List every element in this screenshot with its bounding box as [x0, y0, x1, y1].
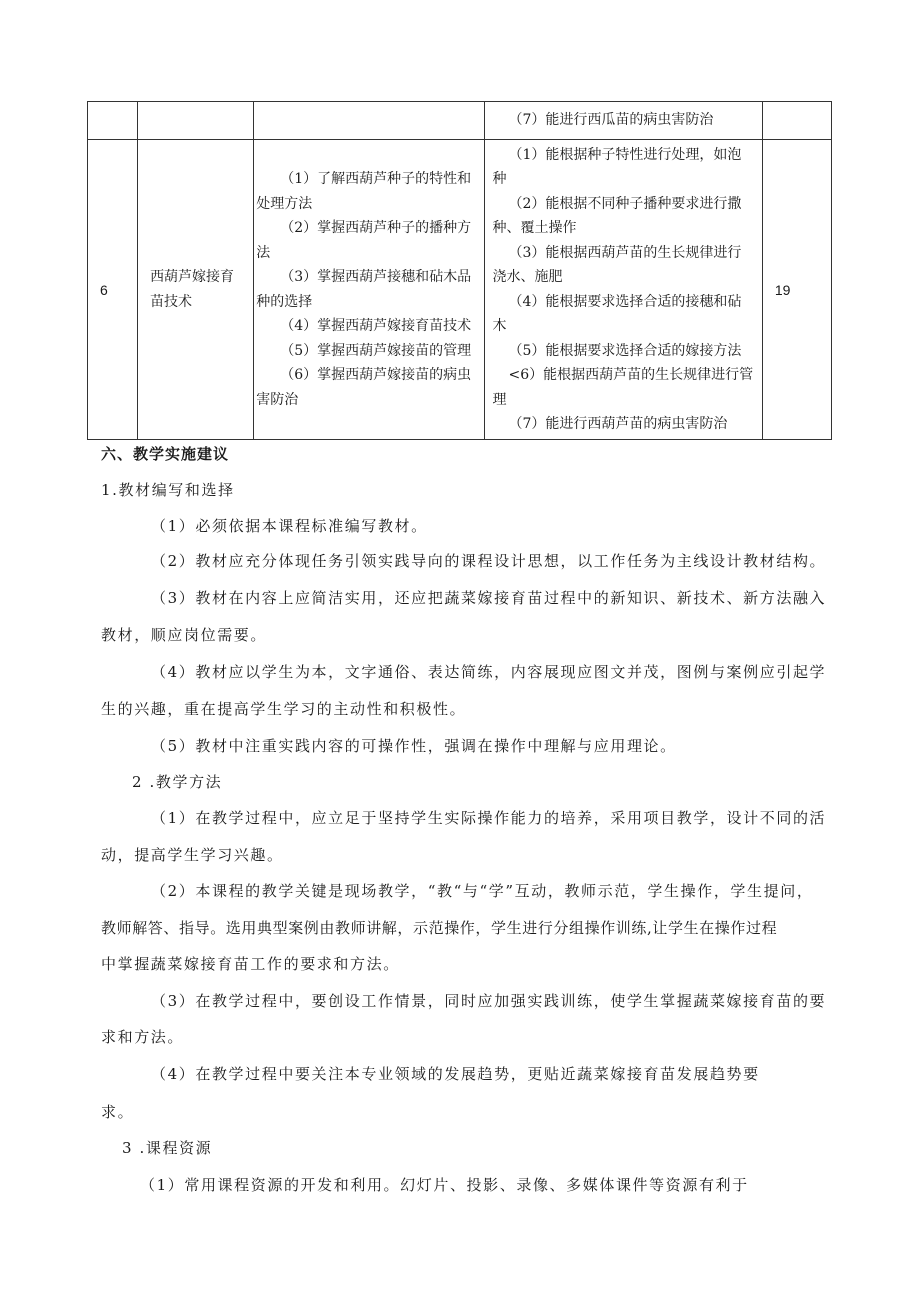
paragraph-continued: 教师解答、指导。选用典型案例由教师讲解，示范操作，学生进行分组操作训练,让学生在操作过程 [101, 919, 778, 937]
knowledge-line: （5）掌握西葫芦嫁接苗的管理 [280, 342, 472, 359]
skill-line: （7）能进行西葫芦苗的病虫害防治 [508, 416, 728, 432]
table-cell [762, 102, 831, 140]
paragraph: （1）必须依据本课程标准编写教材。 [151, 517, 428, 535]
subsection-title: 1.教材编写和选择 [101, 481, 235, 499]
paragraph-continued: 教材，顺应岗位需要。 [101, 626, 268, 644]
paragraph: （4）在教学过程中要关注本专业领域的发展趋势，更贴近蔬菜嫁接育苗发展趋势要 [151, 1065, 760, 1083]
subsection-title: 2 .教学方法 [132, 773, 223, 791]
skill-line: （2）能根据不同种子播种要求进行撒 [508, 195, 742, 212]
skill-line: 理 [492, 391, 507, 408]
table-row [88, 102, 832, 140]
skill-line: （4）能根据要求选择合适的接穗和砧 [508, 293, 742, 310]
paragraph: （1）在教学过程中，应立足于坚持学生实际操作能力的培养，采用项目教学，设计不同的活 [151, 809, 827, 827]
paragraph-continued: 生的兴趣，重在提高学生学习的主动性和积极性。 [101, 700, 467, 718]
task-name [138, 140, 254, 440]
paragraph: （2）本课程的教学关键是现场教学，“教“与“学”互动，教师示范，学生操作，学生提问， [151, 882, 814, 900]
knowledge-line: 种的选择 [256, 293, 313, 310]
knowledge-line: （4）掌握西葫芦嫁接育苗技术 [280, 318, 472, 334]
knowledge-line: 法 [256, 244, 271, 261]
paragraph: （3）教材在内容上应简洁实用，还应把蔬菜嫁接育苗过程中的新知识、新技术、新方法融入 [151, 589, 827, 607]
row-number: 6 [88, 140, 138, 440]
task-name-line: 苗技术 [150, 293, 193, 310]
paragraph: （5）教材中注重实践内容的可操作性，强调在操作中理解与应用理论。 [151, 737, 677, 755]
paragraph: （1）常用课程资源的开发和利用。幻灯片、投影、录像、多媒体课件等资源有利于 [140, 1176, 749, 1194]
skill-line: 浇水、施肥 [492, 269, 563, 285]
skill-line: （1）能根据种子特性进行处理，如泡 [508, 146, 742, 163]
paragraph: （3）在教学过程中，要创设工作情景，同时应加强实践训练，使学生掌握蔬菜嫁接育苗的要 [151, 992, 827, 1010]
course-content-table [87, 101, 832, 440]
paragraph-continued: 中掌握蔬菜嫁接育苗工作的要求和方法。 [101, 955, 400, 973]
table-row [88, 140, 832, 440]
skill-line: 种 [492, 171, 507, 187]
paragraph: （2）教材应充分体现任务引领实践导向的课程设计思想，以工作任务为主线设计教材结构。 [151, 552, 827, 570]
knowledge-line: （6）掌握西葫芦嫁接苗的病虫 [280, 367, 472, 383]
paragraph: （4）教材应以学生为本，文字通俗、表达简练，内容展现应图文并茂，图例与案例应引起学 [151, 663, 827, 681]
hours-cell: 19 [762, 140, 831, 440]
skill-cell [484, 140, 762, 440]
skill-line: <6）能根据西葫芦苗的生长规律进行管 [508, 367, 754, 383]
skill-line: （5）能根据要求选择合适的嫁接方法 [508, 342, 742, 359]
paragraph-continued: 动，提高学生学习兴趣。 [101, 846, 284, 864]
task-name-line: 西葫芦嫁接育 [150, 268, 235, 285]
knowledge-line: （2）掌握西葫芦种子的播种方 [280, 220, 472, 236]
table-cell [254, 102, 484, 140]
section-heading: 六、教学实施建议 [101, 445, 230, 463]
skill-line: （3）能根据西葫芦苗的生长规律进行 [508, 244, 742, 261]
skill-line: 种、覆土操作 [492, 220, 577, 236]
knowledge-line: 害防治 [256, 391, 299, 408]
knowledge-cell [254, 140, 484, 440]
knowledge-line: （3）掌握西葫芦接穗和砧木品 [280, 269, 472, 285]
table-cell [138, 102, 254, 140]
paragraph-continued: 求。 [101, 1103, 135, 1121]
table-cell [88, 102, 138, 140]
skill-line: 木 [492, 318, 507, 334]
skill-line: （7）能进行西瓜苗的病虫害防治 [508, 112, 714, 129]
knowledge-line: （1）了解西葫芦种子的特性和 [280, 171, 472, 187]
subsection-title: 3 .课程资源 [122, 1139, 213, 1157]
skill-cell [484, 102, 762, 140]
knowledge-line: 处理方法 [256, 195, 313, 212]
paragraph-continued: 求和方法。 [101, 1028, 185, 1046]
